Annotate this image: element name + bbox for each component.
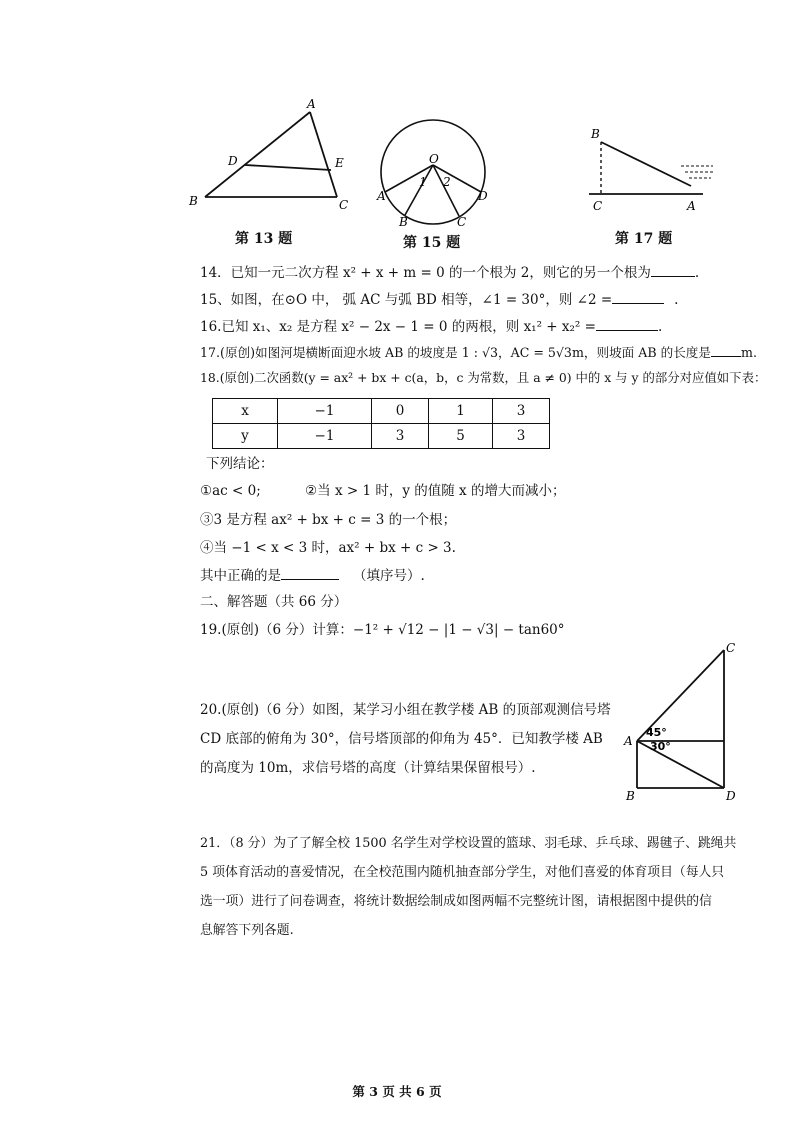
q14-text: 14．已知一元二次方程 x² + x + m = 0 的一个根为 2，则它的另一个根为 bbox=[200, 265, 651, 281]
answer-suffix: （填序号）. bbox=[353, 568, 425, 584]
fig20-label-a: A bbox=[624, 734, 633, 748]
table-cell: 0 bbox=[372, 399, 429, 424]
q17-end: m. bbox=[741, 345, 757, 360]
q17-answer-blank[interactable] bbox=[711, 342, 741, 357]
value-table bbox=[212, 398, 550, 449]
table-cell: −1 bbox=[278, 424, 372, 449]
conclusion-3: ③3 是方程 ax² + bx + c = 3 的一个根； bbox=[200, 512, 457, 528]
q21-line-3: 选一项）进行了问卷调查，将统计数据绘制成如图两幅不完整统计图，请根据图中提供的信 bbox=[200, 894, 712, 909]
fig15-label-o: O bbox=[429, 152, 439, 166]
q21-line-4: 息解答下列各题. bbox=[200, 923, 294, 938]
question-21 bbox=[200, 829, 736, 945]
fig15-angle-1: 1 bbox=[419, 175, 427, 189]
table-cell: 3 bbox=[493, 424, 550, 449]
fig17-label-b: B bbox=[591, 127, 600, 141]
fig13-label-d: D bbox=[228, 154, 238, 168]
figure-17-slope bbox=[585, 122, 725, 214]
conclusion-1-text: ①ac < 0; bbox=[200, 483, 261, 499]
q15-answer-blank[interactable] bbox=[612, 289, 664, 304]
fig15-angle-2: 2 bbox=[443, 175, 451, 189]
fig20-label-c: C bbox=[726, 641, 736, 655]
table-cell: 1 bbox=[429, 399, 493, 424]
figure-15 bbox=[375, 118, 495, 230]
fig15-label-b: B bbox=[399, 215, 408, 229]
q20-line-1: 20.(原创)（6 分）如图，某学习小组在教学楼 AB 的顶部观测信号塔 bbox=[200, 702, 611, 718]
q17-text: 17.(原创)如图河堤横断面迎水坡 AB 的坡度是 1 : √3，AC = 5√3m，则坡面 AB 的长度是 bbox=[200, 345, 711, 360]
fig13-label-a: A bbox=[307, 97, 316, 111]
question-14 bbox=[200, 262, 699, 283]
q20-line-2: CD 底部的俯角为 30°，信号塔顶部的仰角为 45°．已知教学楼 AB bbox=[200, 731, 603, 747]
fig20-angle-30: 30° bbox=[650, 740, 671, 753]
table-cell: −1 bbox=[278, 399, 372, 424]
fig15-label-c: C bbox=[457, 215, 467, 229]
question-18 bbox=[200, 368, 766, 388]
fig20-label-b: B bbox=[626, 789, 635, 803]
question-16 bbox=[200, 316, 662, 337]
conclusion-4: ④当 −1 < x < 3 时，ax² + bx + c > 3. bbox=[200, 540, 456, 556]
table-cell: 3 bbox=[493, 399, 550, 424]
figure-20 bbox=[620, 638, 740, 803]
section-2-heading: 二、解答题（共 66 分） bbox=[200, 594, 348, 610]
fig13-label-e: E bbox=[335, 156, 344, 170]
table-row bbox=[213, 399, 550, 424]
fig20-label-d: D bbox=[726, 789, 736, 803]
conclusions-title: 下列结论： bbox=[206, 456, 274, 472]
q21-line-1: 21．（8 分）为了了解全校 1500 名学生对学校设置的篮球、羽毛球、乒乓球、踢毽子、跳绳共 bbox=[200, 836, 737, 851]
q16-end: . bbox=[657, 319, 663, 335]
figure-15-circle bbox=[375, 118, 495, 230]
q15-end: . bbox=[674, 292, 679, 308]
fig17-label-a: A bbox=[687, 199, 696, 213]
figure-13-caption: 第 13 题 bbox=[235, 231, 293, 247]
q20-line-3: 的高度为 10m，求信号塔的高度（计算结果保留根号）. bbox=[200, 760, 536, 776]
table-cell: 5 bbox=[429, 424, 493, 449]
figure-13-triangle bbox=[185, 95, 360, 215]
q16-text: 16.已知 x₁、x₂ 是方程 x² − 2x − 1 = 0 的两根，则 x₁² + x₂² = bbox=[200, 319, 596, 335]
q14-answer-blank[interactable] bbox=[651, 262, 695, 277]
fig20-angle-45: 45° bbox=[646, 726, 667, 739]
q18-text: 18.(原创)二次函数(y = ax² + bx + c(a，b，c 为常数，且 a ≠ 0) 中的 x 与 y 的部分对应值如下表： bbox=[200, 370, 767, 385]
fig15-label-a: A bbox=[377, 189, 386, 203]
figure-17 bbox=[585, 122, 725, 214]
table-cell: y bbox=[213, 424, 278, 449]
figure-17-caption: 第 17 题 bbox=[615, 231, 673, 247]
table-cell: x bbox=[213, 399, 278, 424]
fig17-label-c: C bbox=[593, 199, 603, 213]
table-cell: 3 bbox=[372, 424, 429, 449]
fig13-label-c: C bbox=[339, 198, 349, 212]
fig15-label-d: D bbox=[478, 189, 488, 203]
question-15 bbox=[200, 289, 678, 310]
q16-answer-blank[interactable] bbox=[596, 316, 658, 331]
question-20 bbox=[200, 696, 611, 783]
fig13-label-b: B bbox=[189, 194, 198, 208]
page-footer: 第 3 页 共 6 页 bbox=[352, 1084, 442, 1099]
conclusion-2-text: ②当 x > 1 时，y 的值随 x 的增大而减小； bbox=[305, 483, 566, 499]
q15-text: 15、如图，在⊙O 中， 弧 AC 与弧 BD 相等，∠1 = 30°，则 ∠2 = bbox=[200, 292, 613, 308]
figure-20-diagram bbox=[620, 638, 740, 803]
figure-15-caption: 第 15 题 bbox=[403, 235, 461, 251]
q14-end: . bbox=[694, 265, 700, 281]
table-row bbox=[213, 424, 550, 449]
answer-prompt: 其中正确的是 bbox=[200, 568, 281, 584]
question-17 bbox=[200, 342, 757, 363]
q21-line-2: 5 项体育活动的喜爱情况，在全校范围内随机抽查部分学生，对他们喜爱的体育项目（每人只 bbox=[200, 865, 725, 880]
question-19: 19.(原创)（6 分）计算：−1² + √12 − |1 − √3| − tan60° bbox=[200, 622, 565, 638]
conclusion-1 bbox=[200, 481, 565, 501]
q18-answer-blank[interactable] bbox=[281, 565, 339, 580]
figure-13 bbox=[185, 95, 360, 215]
answer-line bbox=[200, 565, 425, 586]
